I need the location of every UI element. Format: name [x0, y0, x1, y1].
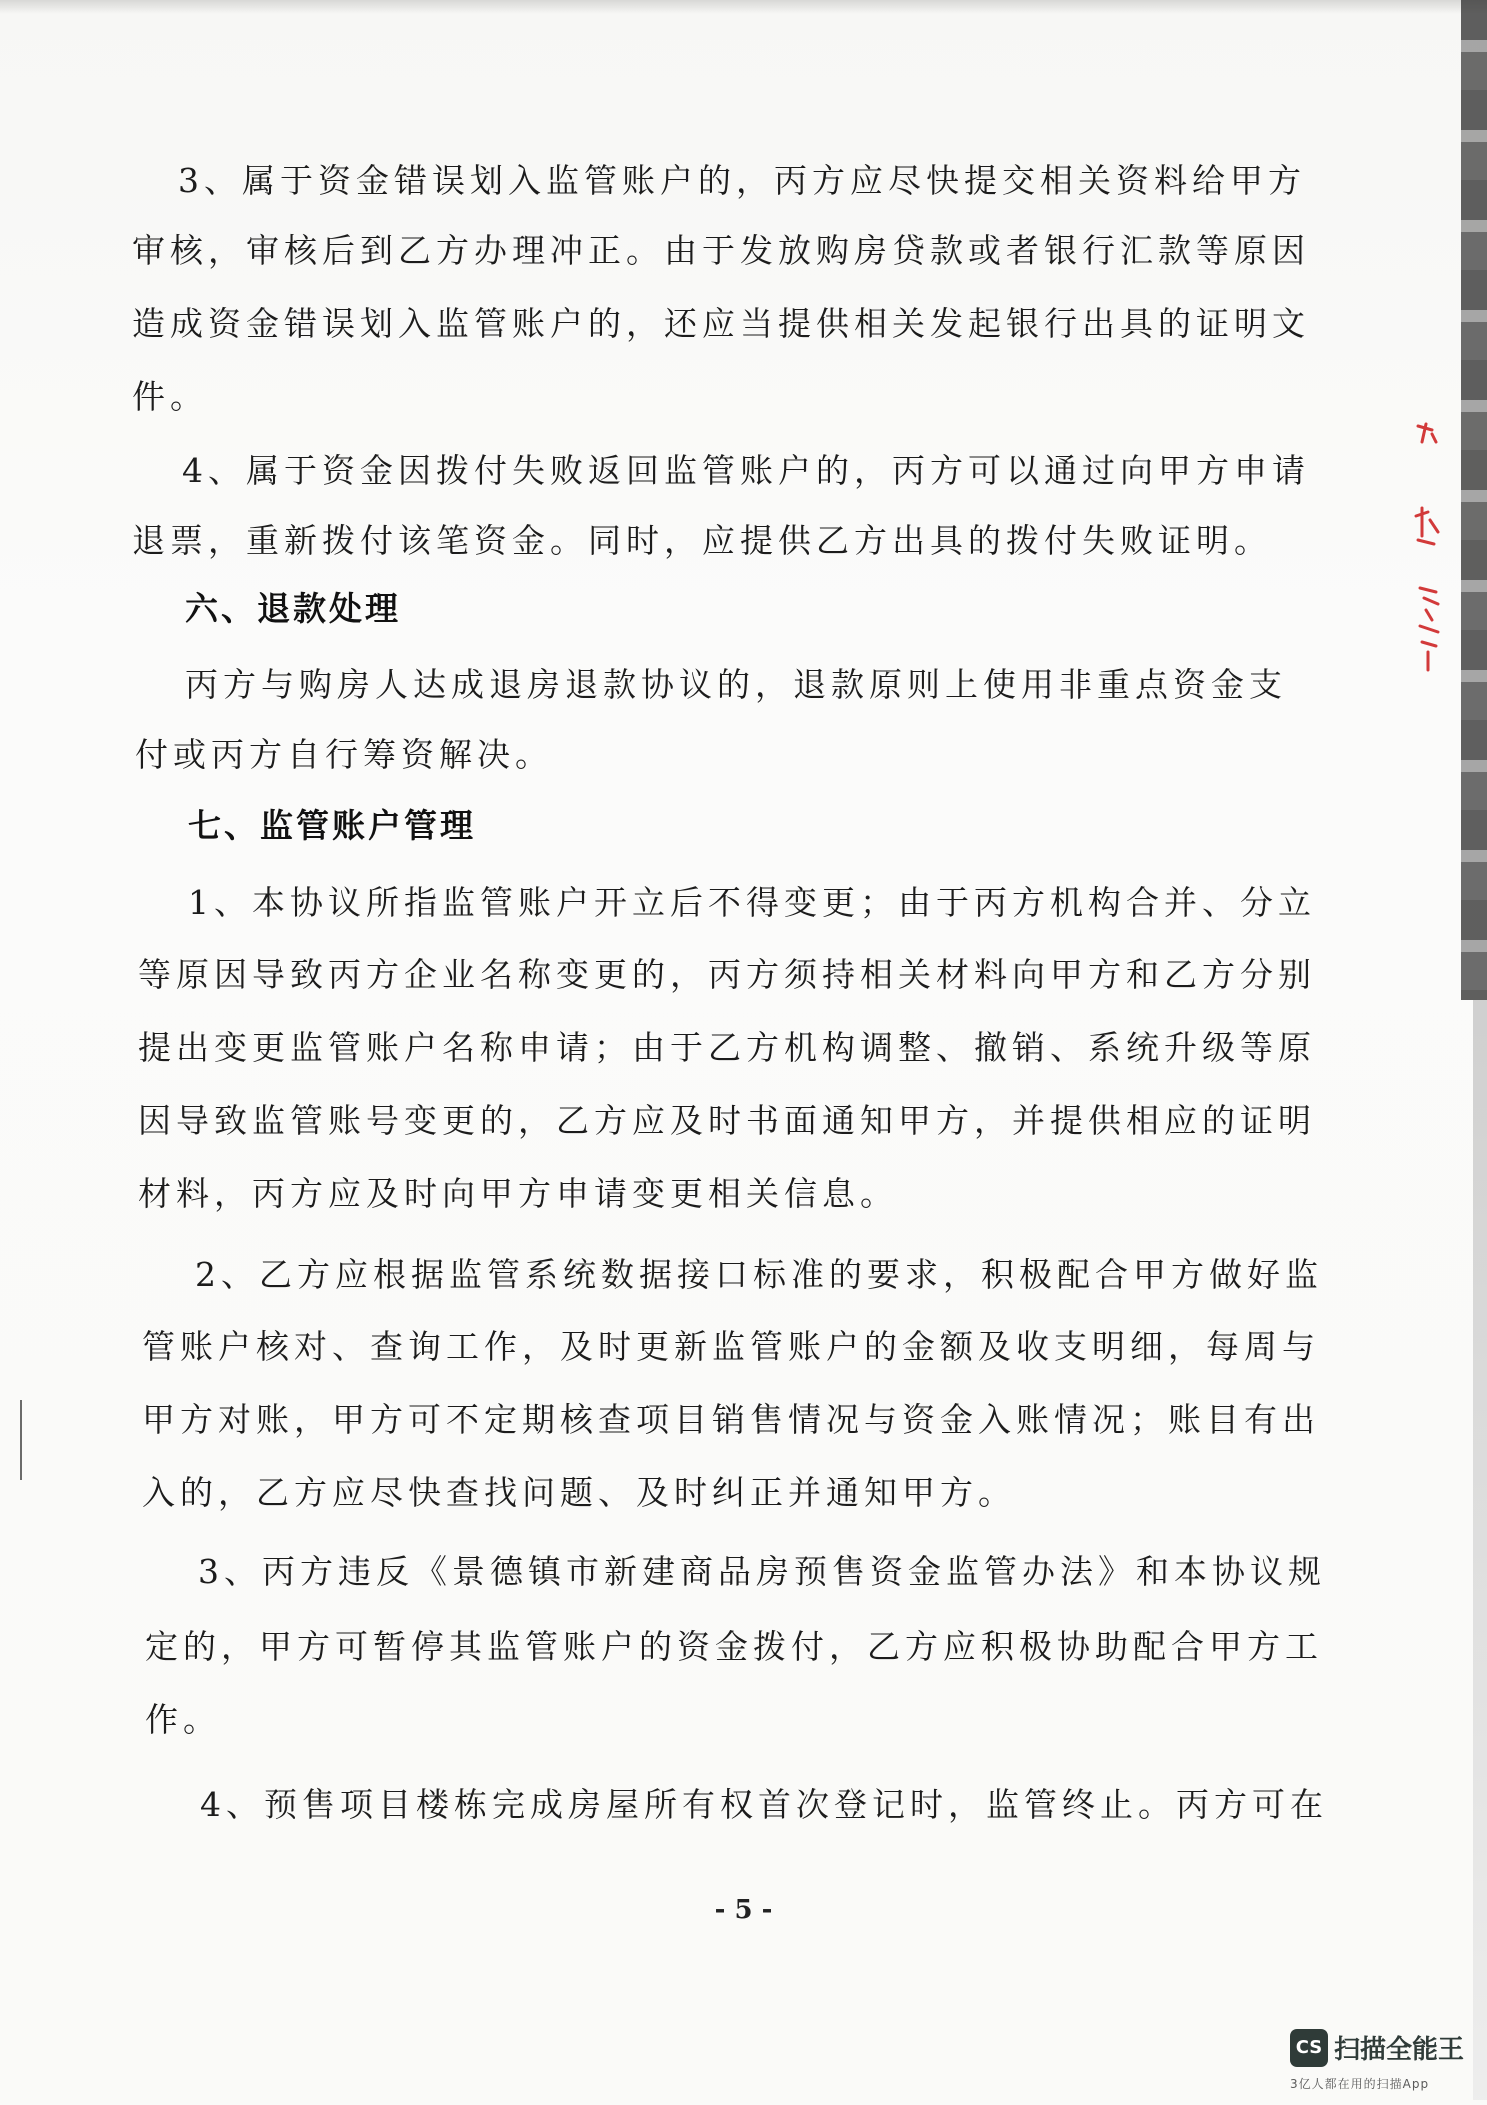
- paragraph-4-cont: [132, 504, 1272, 577]
- section6-paragraph-cont: [135, 718, 553, 791]
- text-line: 入的，乙方应尽快查找问题、及时纠正并通知甲方。: [142, 1473, 1016, 1512]
- section7-item3-cont: [145, 1610, 1323, 1756]
- text-line: 提出变更监管账户名称申请；由于乙方机构调整、撤销、系统升级等原: [138, 1028, 1316, 1067]
- text-line: 材料，丙方应及时向甲方申请变更相关信息。: [138, 1174, 898, 1213]
- text-line: 定的，甲方可暂停其监管账户的资金拨付，乙方应积极协助配合甲方工: [145, 1627, 1323, 1666]
- text-line: 管账户核对、查询工作，及时更新监管账户的金额及收支明细，每周与: [142, 1327, 1320, 1366]
- text-line: 等原因导致丙方企业名称变更的，丙方须持相关材料向甲方和乙方分别: [138, 955, 1316, 994]
- section-heading-refund: 六、退款处理: [185, 589, 401, 628]
- text-line: 丙方与购房人达成退房退款协议的，退款原则上使用非重点资金支: [185, 665, 1287, 704]
- text-line: 1、本协议所指监管账户开立后不得变更；由于丙方机构合并、分立: [188, 883, 1316, 922]
- text-line: 作。: [145, 1700, 221, 1739]
- text-line: 付或丙方自行筹资解决。: [135, 735, 553, 774]
- section7-item2: [195, 1238, 1323, 1311]
- section7-item2-cont: [142, 1310, 1320, 1529]
- paragraph-3-cont: [132, 214, 1310, 433]
- scan-edge-right-lower: [1473, 1000, 1487, 2100]
- watermark-subtitle: 3亿人都在用的扫描App: [1290, 2077, 1430, 2091]
- section7-item1-cont: [138, 938, 1316, 1230]
- camscanner-logo-icon: CS: [1290, 2029, 1328, 2067]
- scan-mark-left: [20, 1400, 22, 1480]
- text-line: 4、预售项目楼栋完成房屋所有权首次登记时，监管终止。丙方可在: [200, 1785, 1328, 1824]
- text-line: 审核，审核后到乙方办理冲正。由于发放购房贷款或者银行汇款等原因: [132, 231, 1310, 270]
- text-line: 造成资金错误划入监管账户的，还应当提供相关发起银行出具的证明文: [132, 304, 1310, 343]
- text-line: 4、属于资金因拨付失败返回监管账户的，丙方可以通过向甲方申请: [182, 451, 1310, 490]
- text-line: 甲方对账，甲方可不定期核查项目销售情况与资金入账情况；账目有出: [142, 1400, 1320, 1439]
- scanner-watermark: [1290, 2025, 1470, 2095]
- watermark-title: 扫描全能王: [1334, 2035, 1465, 2065]
- seal-fragment-icon: [1412, 420, 1446, 680]
- text-line: 退票，重新拨付该笔资金。同时，应提供乙方出具的拨付失败证明。: [132, 521, 1272, 560]
- text-line: 因导致监管账号变更的，乙方应及时书面通知甲方，并提供相应的证明: [138, 1101, 1316, 1140]
- text-line: 3、丙方违反《景德镇市新建商品房预售资金监管办法》和本协议规: [198, 1552, 1326, 1591]
- section6-paragraph: [185, 648, 1287, 721]
- scan-shadow-top: [0, 0, 1487, 14]
- text-line: 2、乙方应根据监管系统数据接口标准的要求，积极配合甲方做好监: [195, 1255, 1323, 1294]
- section7-item3: [198, 1535, 1326, 1608]
- scan-edge-right: [1461, 0, 1487, 1000]
- paragraph-3: [178, 144, 1306, 217]
- section7-item1: [188, 866, 1316, 939]
- section7-item4: [200, 1768, 1328, 1841]
- page-number: - 5 -: [714, 1895, 773, 1925]
- paragraph-4: [182, 434, 1310, 507]
- section-heading-account-management: 七、监管账户管理: [188, 806, 476, 845]
- text-line: 3、属于资金错误划入监管账户的，丙方应尽快提交相关资料给甲方: [178, 161, 1306, 200]
- text-line: 件。: [132, 377, 208, 416]
